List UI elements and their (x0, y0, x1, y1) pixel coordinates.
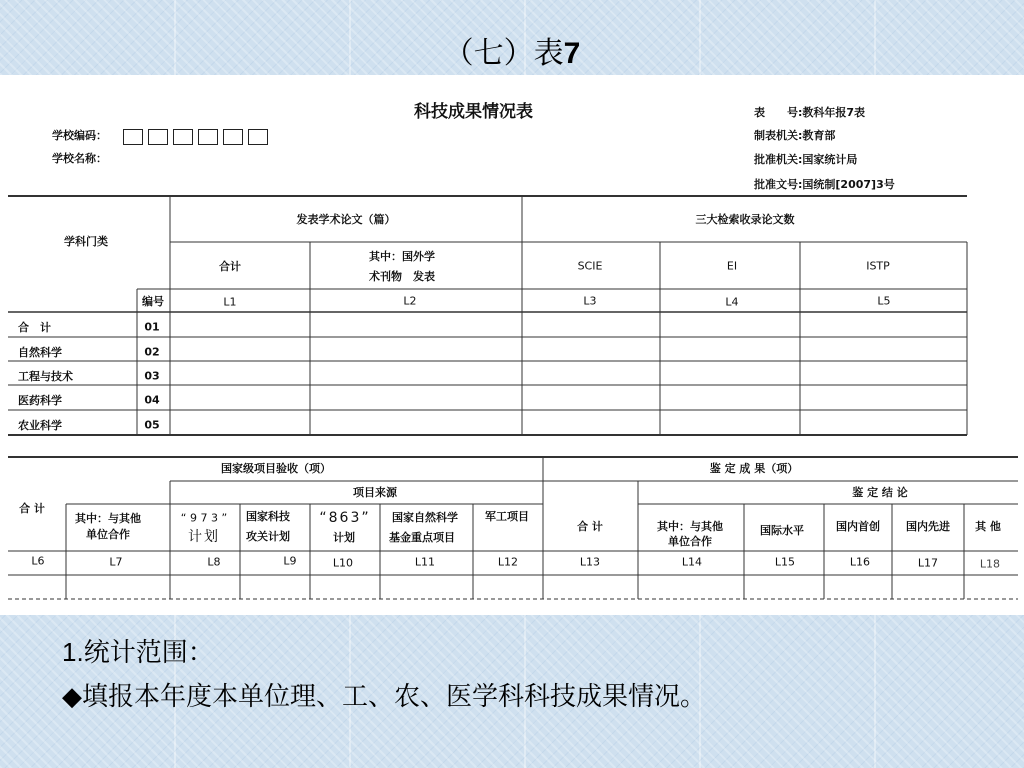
col-code-l13: L13 (579, 555, 601, 569)
row-name-medical: 医药科学 (18, 394, 62, 407)
diamond-bullet-icon: ◆ (62, 682, 82, 712)
slide-title-number: 7 (563, 37, 581, 70)
document-title: 科技成果情况表 (414, 102, 533, 122)
coop2-header-line2: 单位合作 (668, 535, 712, 548)
military-header: 军工项目 (485, 510, 529, 523)
col-code-l3: L3 (583, 294, 597, 308)
row-code-02: 02 (144, 345, 160, 359)
conclusion-header: 鉴 定 结 论 (852, 486, 908, 499)
domestic-first-header: 国内首创 (836, 520, 880, 533)
scope-heading-text: 统计范围： (83, 638, 214, 668)
row-name-total: 合 计 (18, 321, 51, 334)
meta-form-number: 表 号:教科年报7表 (754, 106, 866, 119)
col-code-l8: L8 (207, 555, 221, 569)
col-code-l7: L7 (109, 555, 123, 569)
slide-title-prefix: （七）表 (443, 36, 564, 71)
foreign-header-line2: 术刊物 发表 (369, 270, 435, 283)
coop2-header-line1: 其中：与其他 (657, 520, 723, 533)
col-code-l15: L15 (774, 555, 796, 569)
row-name-engineering: 工程与技术 (18, 370, 73, 383)
col-code-l9: L9 (283, 554, 297, 568)
nsf-header-line1: 国家自然科学 (392, 511, 458, 524)
p973-header-line2: 计划 (188, 529, 220, 545)
coop-header-line2: 单位合作 (86, 528, 130, 541)
row-name-agriculture: 农业科学 (18, 419, 62, 432)
meta-issuer: 制表机关:教育部 (754, 129, 836, 142)
meta-approver: 批准机关:国家统计局 (754, 153, 858, 166)
scope-heading-number: 1. (62, 637, 84, 667)
scope-bullet-text: 填报本年度本单位理、工、农、医学科科技成果情况。 (82, 682, 707, 712)
istp-header: ISTP (866, 259, 890, 273)
row-code-01: 01 (144, 320, 160, 334)
keytech-header-line2: 攻关计划 (246, 530, 290, 543)
foreign-header-line1: 其中：国外学 (369, 250, 435, 263)
ei-header: EI (726, 259, 738, 273)
source-header: 项目来源 (353, 486, 397, 499)
row-code-03: 03 (144, 369, 160, 383)
p863-header-line2: 计划 (333, 531, 355, 544)
subject-header: 学科门类 (64, 235, 108, 248)
p973-header-line1: “ 9 7 3 ” (180, 511, 228, 525)
col-code-l17: L17 (917, 556, 939, 570)
nsf-header-line2: 基金重点项目 (389, 531, 455, 544)
col-code-l10: L10 (332, 556, 354, 570)
col-code-l18: L18 (979, 557, 1001, 571)
index-header: 三大检索收录论文数 (695, 213, 795, 226)
national-projects-header: 国家级项目验收（项） (221, 462, 331, 475)
col-code-l6: L6 (31, 554, 45, 568)
school-code-label: 学校编码： (52, 129, 107, 142)
scope-heading (62, 632, 214, 669)
row-code-05: 05 (144, 418, 160, 432)
papers-total-header: 合计 (219, 260, 241, 273)
slide-title (0, 28, 1024, 72)
appraisal-header: 鉴 定 成 果（项） (709, 462, 799, 475)
code-label: 编号 (142, 295, 164, 308)
col-code-l4: L4 (725, 295, 739, 309)
national-total-header: 合 计 (19, 502, 45, 515)
other-header: 其 他 (975, 520, 1001, 533)
row-code-04: 04 (144, 393, 160, 407)
keytech-header-line1: 国家科技 (246, 510, 290, 523)
col-code-l2: L2 (403, 294, 417, 308)
col-code-l12: L12 (497, 555, 519, 569)
col-code-l11: L11 (414, 555, 436, 569)
meta-approval-no: 批准文号:国统制[2007]3号 (754, 178, 895, 191)
p863-header-line1: “863” (319, 510, 371, 526)
col-code-l16: L16 (849, 555, 871, 569)
col-code-l14: L14 (681, 555, 703, 569)
school-name-label: 学校名称： (52, 152, 107, 165)
papers-header: 发表学术论文（篇） (296, 213, 396, 226)
coop-header-line1: 其中：与其他 (75, 512, 141, 525)
domestic-advanced-header: 国内先进 (906, 520, 950, 533)
form-document (0, 75, 1024, 615)
row-name-natural: 自然科学 (18, 346, 62, 359)
scie-header: SCIE (577, 259, 603, 273)
appraisal-total-header: 合 计 (577, 520, 603, 533)
intl-level-header: 国际水平 (760, 524, 804, 537)
scope-bullet-line (62, 676, 706, 713)
col-code-l1: L1 (223, 295, 237, 309)
col-code-l5: L5 (877, 294, 891, 308)
